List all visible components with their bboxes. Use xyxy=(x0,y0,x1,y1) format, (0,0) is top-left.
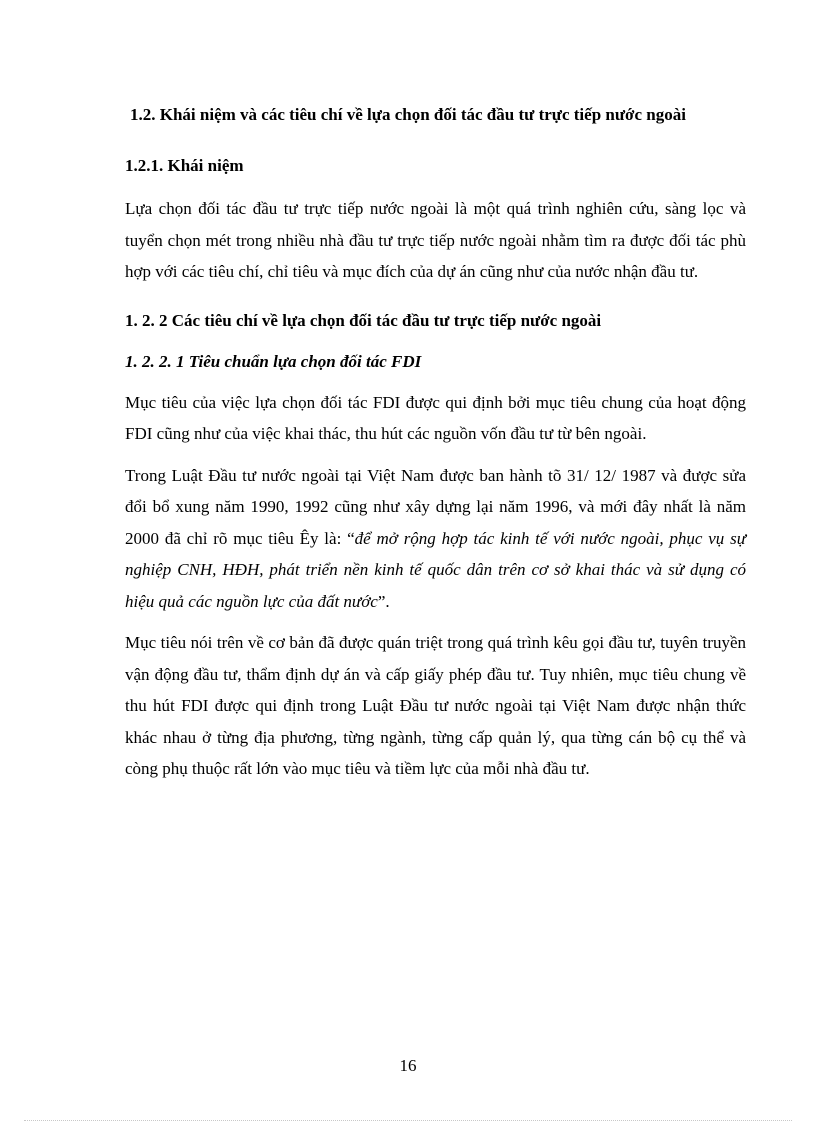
law-quote: để mở rộng hợp tác kinh tế với nước ngoài, phục vụ sự nghiệp CNH, HĐH, phát triển nền kinh tế quốc dân trên cơ sở khai thác và sử dụng có hiệu quả các nguồn lực của đất nước xyxy=(125,528,746,611)
subsection-heading-criteria: 1. 2. 2 Các tiêu chí về lựa chọn đối tác đầu tư trực tiếp nước ngoài xyxy=(125,310,602,330)
paragraph-implementation: Mục tiêu nói trên về cơ bản đã được quán triệt trong quá trình kêu gọi đầu tư, tuyên truyền vận động đầu tư, thẩm định dự án và cấp giấy phép đầu tư. Tuy nhiên, mục tiêu chung về thu hút FDI được qui định trong Luật Đầu tư nước ngoài tại Việt Nam được nhận thức khác nhau ở từng địa phương, từng ngành, từng cấp quản lý, qua từng cán bộ cụ thể và còng phụ thuộc rất lớn vào mục tiêu và tiềm lực của mỗi nhà đầu tư. xyxy=(125,633,746,778)
paragraph-law xyxy=(125,460,746,618)
paragraph-law-tail: ”. xyxy=(377,591,390,611)
section-heading: 1.2. Khái niệm và các tiêu chí về lựa chọn đối tác đầu tư trực tiếp nước ngoài xyxy=(130,105,686,124)
subsubsection-heading-standards: 1. 2. 2. 1 Tiêu chuẩn lựa chọn đối tác FDI xyxy=(125,351,422,371)
document-page xyxy=(125,98,746,785)
paragraph-objective: Mục tiêu của việc lựa chọn đối tác FDI được qui định bởi mục tiêu chung của hoạt động FDI cũng như của việc khai thác, thu hút các nguồn vốn đầu tư từ bên ngoài. xyxy=(125,392,746,443)
paragraph-concept: Lựa chọn đối tác đầu tư trực tiếp nước ngoài là một quá trình nghiên cứu, sàng lọc và tuyển chọn mét trong nhiều nhà đầu tư trực tiếp nước ngoài nhằm tìm ra được đối tác phù hợp với các tiêu chí, chỉ tiêu và mục đích của dự án cũng như của nước nhận đầu tư. xyxy=(125,199,746,281)
subsection-heading-concept: 1.2.1. Khái niệm xyxy=(125,156,244,175)
paragraph-law-lead: Trong Luật Đầu tư nước ngoài tại Việt Nam được ban hành tõ 31/ 12/ 1987 và được sửa đổi bổ xung năm 1990, 1992 cũng như xây dựng lại năm 1996, và mới đây nhất là năm 2000 đã chỉ rõ mục tiêu Êy là: “ xyxy=(125,465,746,548)
page-number: 16 xyxy=(399,1056,417,1075)
page-bottom-rule xyxy=(24,1120,792,1121)
